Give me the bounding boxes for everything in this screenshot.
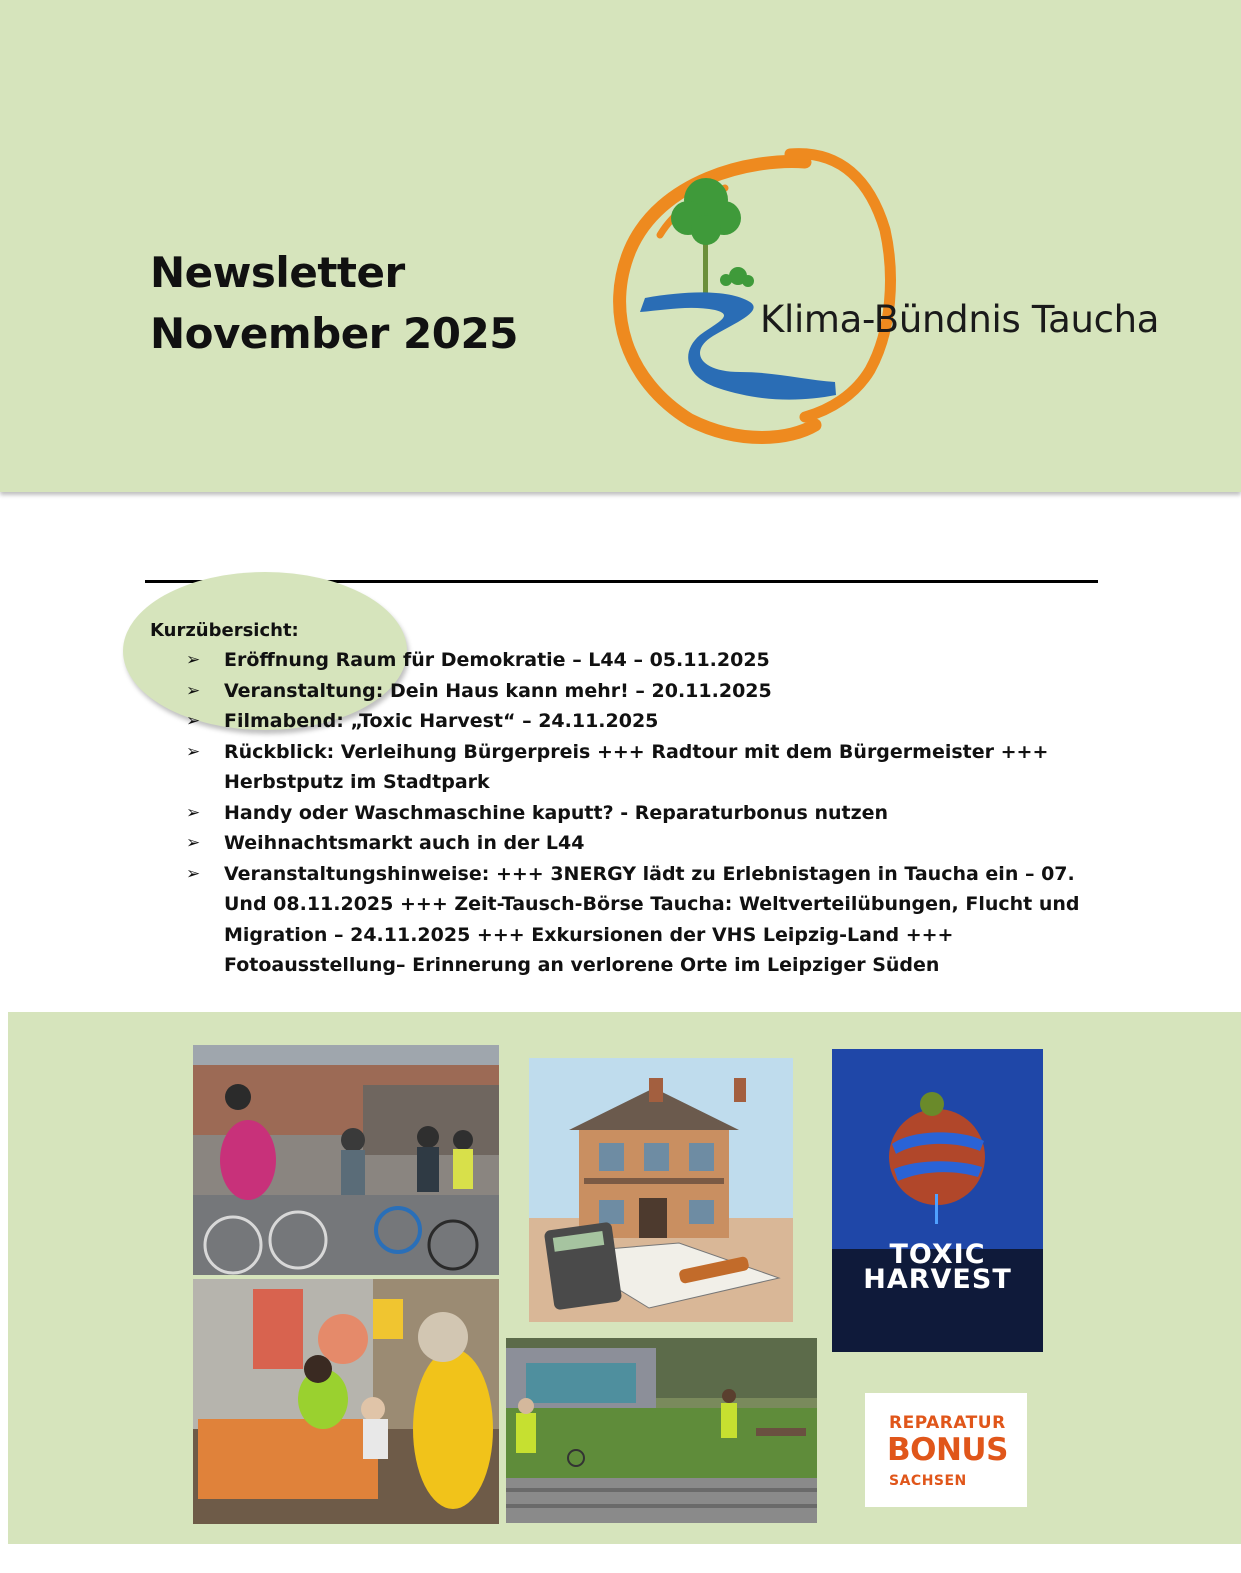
arrow-bullet-icon: ➢ <box>186 680 201 701</box>
bonus-line-3: SACHSEN <box>889 1473 967 1489</box>
newsletter-title <box>150 242 518 364</box>
list-item-text: Rückblick: Verleihung Bürgerpreis +++ Radtour mit dem Bürgermeister +++ Herbstputz im Stadtpark <box>224 740 1049 793</box>
list-item <box>186 645 1086 676</box>
arrow-bullet-icon: ➢ <box>186 833 201 853</box>
list-item <box>186 798 1086 829</box>
title-line-1: Newsletter <box>150 248 405 297</box>
list-item <box>186 859 1086 981</box>
park-cleanup-photo <box>506 1338 817 1523</box>
list-item-text: Handy oder Waschmaschine kaputt? - Reparaturbonus nutzen <box>224 801 889 824</box>
list-item <box>186 828 1086 859</box>
reparatur-bonus-logo <box>865 1393 1027 1507</box>
list-item-text: Weihnachtsmarkt auch in der L44 <box>224 832 585 854</box>
list-item <box>186 676 1086 707</box>
arrow-bullet-icon: ➢ <box>186 802 201 823</box>
repair-cafe-photo <box>193 1279 499 1524</box>
title-line-2: November 2025 <box>150 309 518 358</box>
poster-title-line-1: TOXIC <box>889 1239 986 1270</box>
list-item-text: Veranstaltung: Dein Haus kann mehr! – 20.11.2025 <box>224 679 772 702</box>
list-item-text: Veranstaltungshinweise: +++ 3NERGY lädt zu Erlebnistagen in Taucha ein – 07. Und 08.11.2025 +++ Zeit-Tausch-Börse Taucha: Weltverteilübungen, Flucht und Migration – 24.11.2025 +++ Exkursionen der VHS Leipzig-Land +++ Fotoausstellung– Erinnerung an verlorene Orte im Leipziger Süden <box>224 862 1080 976</box>
logo-text: Klima-Bündnis Taucha <box>760 298 1160 341</box>
arrow-bullet-icon: ➢ <box>186 863 201 884</box>
arrow-bullet-icon: ➢ <box>186 741 201 762</box>
list-item-text: Filmabend: „Toxic Harvest“ – 24.11.2025 <box>224 710 659 732</box>
list-item <box>186 706 1086 737</box>
bonus-line-2: BONUS <box>887 1432 1008 1468</box>
klima-buendnis-logo <box>600 140 1200 450</box>
overview-list <box>186 645 1086 981</box>
poster-title-line-2: HARVEST <box>863 1264 1012 1295</box>
arrow-bullet-icon: ➢ <box>186 650 201 670</box>
bonus-line-1: REPARATUR <box>889 1413 1006 1433</box>
arrow-bullet-icon: ➢ <box>186 711 201 731</box>
list-item <box>186 737 1086 798</box>
list-item-text: Eröffnung Raum für Demokratie – L44 – 05.11.2025 <box>224 649 770 671</box>
overview-label: Kurzübersicht: <box>150 620 299 641</box>
toxic-harvest-poster <box>832 1049 1043 1352</box>
house-illustration <box>529 1058 793 1322</box>
